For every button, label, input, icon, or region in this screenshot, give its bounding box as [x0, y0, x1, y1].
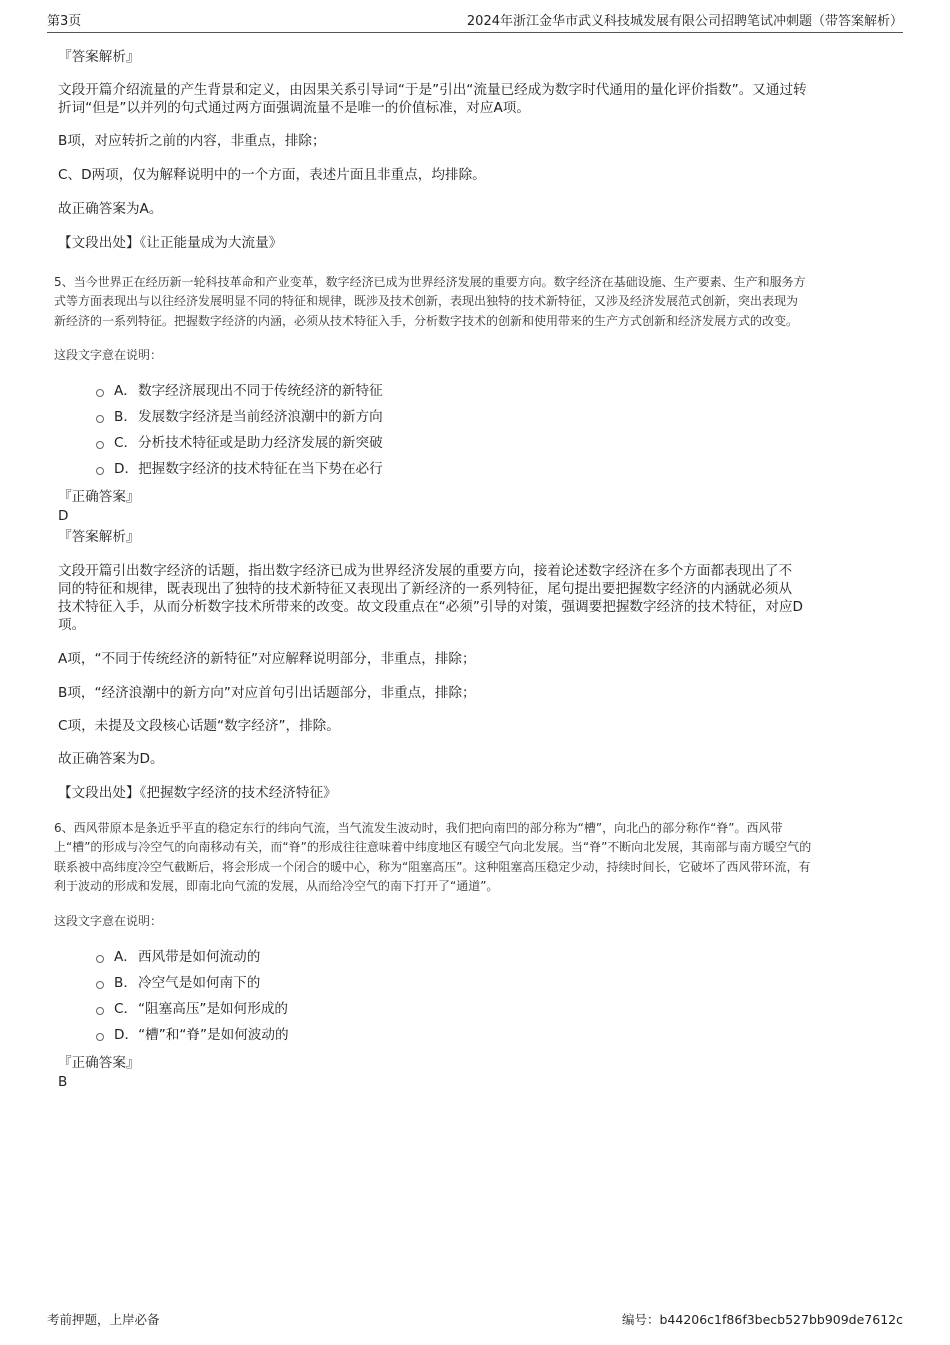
radio-button-icon[interactable] — [96, 467, 104, 475]
correct-answer-label: 『正确答案』 — [58, 1055, 140, 1071]
option-letter: B． — [114, 409, 137, 425]
document-title: 2024年浙江金华市武义科技城发展有限公司招聘笔试冲刺题（带答案解析） — [466, 14, 903, 29]
option-text: 分析技术特征或是助力经济发展的新突破 — [138, 435, 383, 451]
analysis-text-line: 同的特征和规律，既表现出了独特的技术新特征又表现出了新经济的一系列特征，尾句提出要把握数字经济的内涵就必须从 — [58, 581, 793, 597]
page-header — [47, 14, 903, 33]
option-letter: C． — [114, 1001, 138, 1017]
page-number: 第3页 — [47, 14, 82, 29]
option-text: 数字经济展现出不同于传统经济的新特征 — [138, 383, 383, 399]
option-c[interactable] — [96, 1000, 288, 1018]
analysis-text-line: C、D两项，仅为解释说明中的一个方面，表述片面且非重点，均排除。 — [58, 167, 486, 183]
analysis-text-line: 故正确答案为A。 — [58, 201, 163, 217]
radio-button-icon[interactable] — [96, 415, 104, 423]
question-prompt: 这段文字意在说明： — [54, 348, 163, 362]
analysis-label: 『答案解析』 — [58, 529, 140, 545]
option-a[interactable] — [96, 948, 260, 966]
option-d[interactable] — [96, 1026, 289, 1044]
option-letter: A． — [114, 383, 137, 399]
radio-button-icon[interactable] — [96, 1007, 104, 1015]
source-citation: 【文段出处】《让正能量成为大流量》 — [58, 235, 283, 251]
analysis-text-line: 技术特征入手，从而分析数字技术所带来的改变。故文段重点在“必须”引导的对策，强调要把握数字经济的技术特征，对应D — [58, 599, 804, 615]
option-letter: B． — [114, 975, 137, 991]
correct-answer-label: 『正确答案』 — [58, 489, 140, 505]
source-citation: 【文段出处】《把握数字经济的技术经济特征》 — [58, 785, 337, 801]
option-d[interactable] — [96, 460, 383, 478]
question-text-line: 上“槽”的形成与冷空气的向南移动有关，而“脊”的形成往往意味着中纬度地区有暖空气向北发展。当“脊”不断向北发展，其南部与南方暖空气的 — [54, 840, 812, 854]
question-text-line: 利于波动的形成和发展，即南北向气流的发展，从而给冷空气的南下打开了“通道”。 — [54, 879, 499, 893]
option-b[interactable] — [96, 408, 383, 426]
analysis-text-line: 项。 — [58, 617, 86, 633]
question-text-line: 新经济的一系列特征。把握数字经济的内涵，必须从技术特征入手，分析数字技术的创新和使用带来的生产方式创新和经济发展方式的改变。 — [54, 314, 799, 328]
option-text: 把握数字经济的技术特征在当下势在必行 — [138, 461, 383, 477]
question-text-line: 式等方面表现出与以往经济发展明显不同的特征和规律，既涉及技术创新，表现出独特的技术新特征，又涉及经济发展范式创新，突出表现为 — [54, 294, 799, 308]
option-a[interactable] — [96, 382, 383, 400]
radio-button-icon[interactable] — [96, 389, 104, 397]
radio-button-icon[interactable] — [96, 441, 104, 449]
analysis-text-line: 故正确答案为D。 — [58, 751, 164, 767]
correct-answer: B — [58, 1074, 68, 1090]
analysis-text-line: 折词“但是”以并列的句式通过两方面强调流量不是唯一的价值标准，对应A项。 — [58, 100, 530, 116]
option-text: 发展数字经济是当前经济浪潮中的新方向 — [138, 409, 383, 425]
question-prompt: 这段文字意在说明： — [54, 914, 163, 928]
question-text-line: 5、当今世界正在经历新一轮科技革命和产业变革，数字经济已成为世界经济发展的重要方向。数字经济在基础设施、生产要素、生产和服务方 — [54, 275, 806, 289]
option-letter: D． — [114, 1027, 139, 1043]
question-text-line: 6、西风带原本是条近乎平直的稳定东行的纬向气流，当气流发生波动时，我们把向南凹的部分称为“槽”，向北凸的部分称作“脊”。西风带 — [54, 821, 783, 835]
option-text: 冷空气是如何南下的 — [138, 975, 261, 991]
footer-slogan: 考前押题，上岸必备 — [47, 1312, 160, 1327]
analysis-text-line: A项，“不同于传统经济的新特征”对应解释说明部分，非重点，排除； — [58, 651, 476, 667]
radio-button-icon[interactable] — [96, 1033, 104, 1041]
option-text: “槽”和“脊”是如何波动的 — [138, 1027, 289, 1043]
document-id: 编号：b44206c1f86f3becb527bb909de7612c — [621, 1312, 903, 1327]
analysis-text-line: 文段开篇介绍流量的产生背景和定义，由因果关系引导词“于是”引出“流量已经成为数字时代通用的量化评价指数”。又通过转 — [58, 82, 807, 98]
radio-button-icon[interactable] — [96, 955, 104, 963]
question-text-line: 联系被中高纬度冷空气截断后，将会形成一个闭合的暖中心，称为“阻塞高压”。这种阻塞高压稳定少动，持续时间长，它破坏了西风带环流，有 — [54, 860, 811, 874]
option-letter: C． — [114, 435, 138, 451]
option-text: 西风带是如何流动的 — [138, 949, 261, 965]
option-b[interactable] — [96, 974, 260, 992]
analysis-text-line: 文段开篇引出数字经济的话题，指出数字经济已成为世界经济发展的重要方向，接着论述数字经济在多个方面都表现出了不 — [58, 563, 793, 579]
correct-answer: D — [58, 508, 69, 524]
option-text: “阻塞高压”是如何形成的 — [138, 1001, 289, 1017]
option-letter: A． — [114, 949, 137, 965]
analysis-text-line: B项，对应转折之前的内容，非重点，排除； — [58, 133, 326, 149]
analysis-label: 『答案解析』 — [58, 49, 140, 65]
radio-button-icon[interactable] — [96, 981, 104, 989]
analysis-text-line: C项，未提及文段核心话题“数字经济”，排除。 — [58, 718, 340, 734]
page-footer — [47, 1311, 903, 1331]
analysis-text-line: B项，“经济浪潮中的新方向”对应首句引出话题部分，非重点，排除； — [58, 685, 476, 701]
option-c[interactable] — [96, 434, 383, 452]
option-letter: D． — [114, 461, 139, 477]
